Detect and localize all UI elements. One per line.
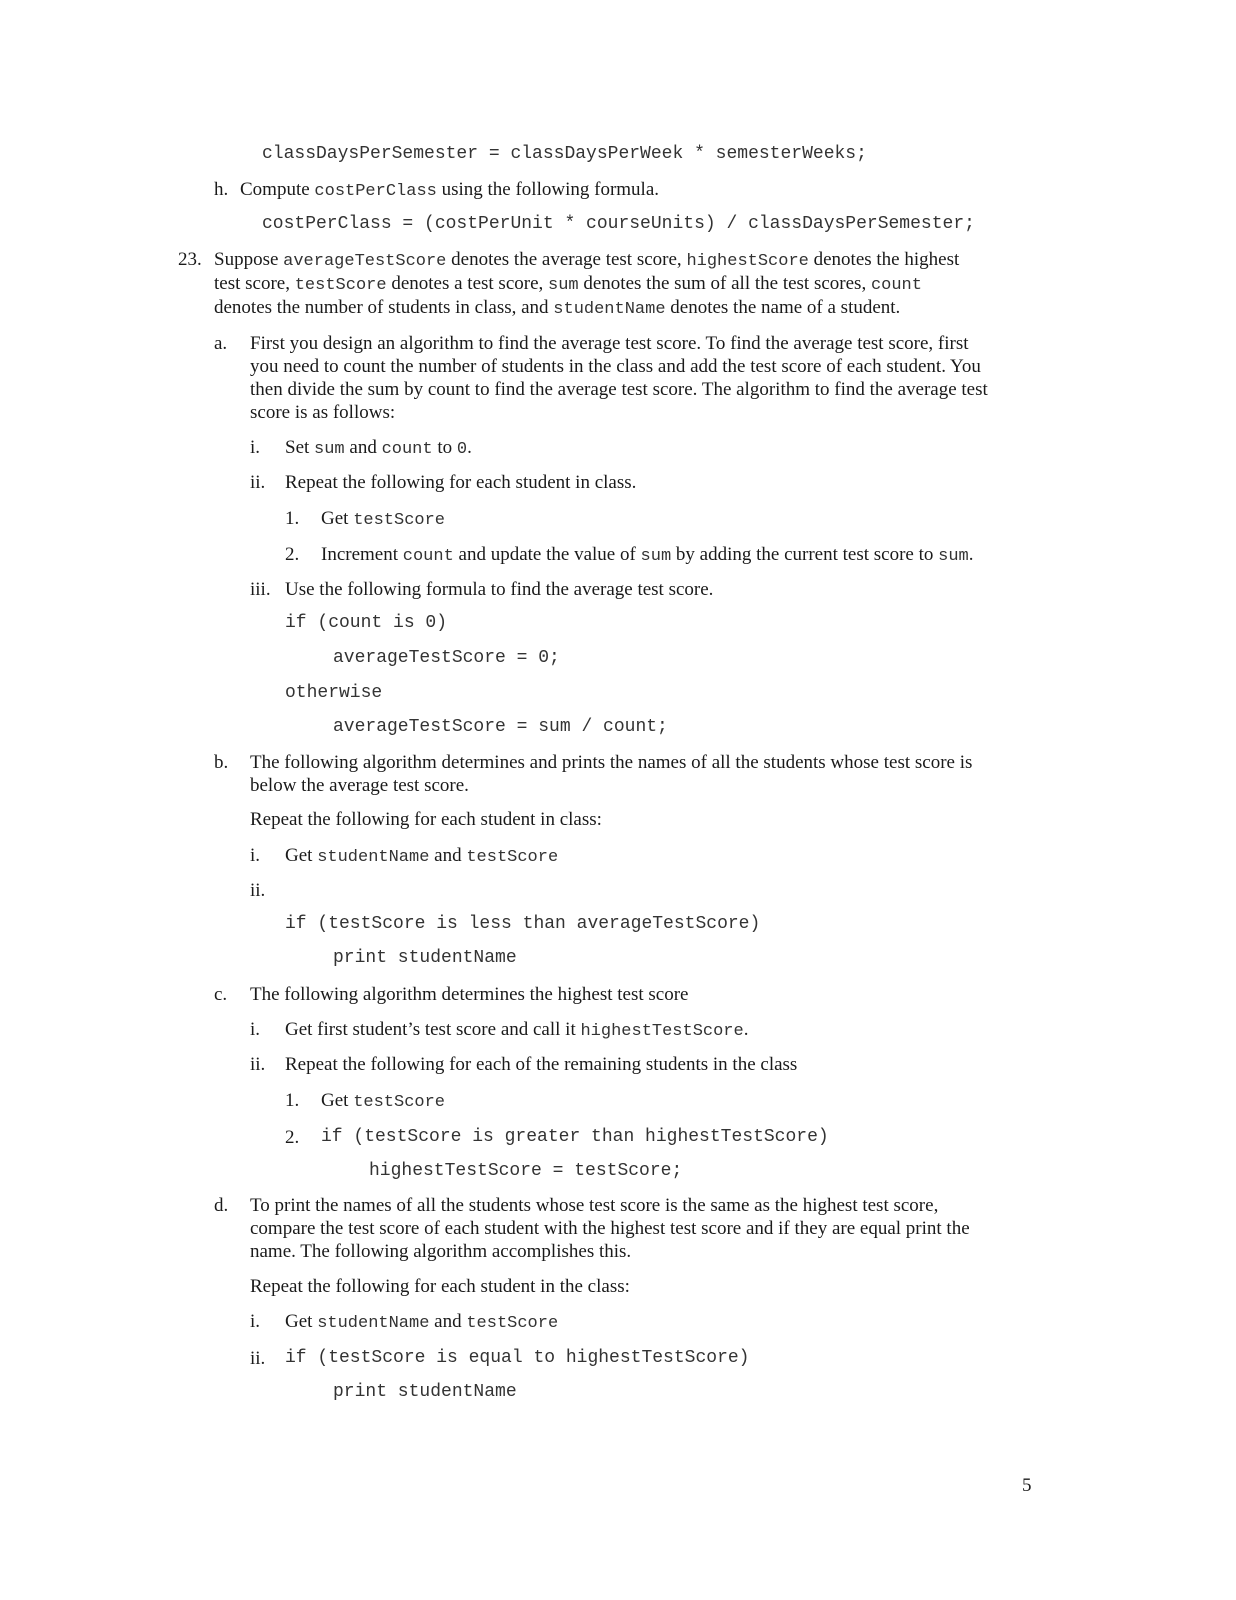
code-line: costPerClass = (costPerUnit * courseUnits) / classDaysPerSemester; — [262, 214, 975, 234]
code-line: if (testScore is equal to highestTestScore) — [285, 1348, 750, 1368]
part-marker: b. — [214, 752, 229, 773]
item-text: Get first student’s test score and call it highestTestScore. — [285, 1019, 749, 1041]
item-text: Set sum and count to 0. — [285, 437, 472, 459]
question-line: test score, testScore denotes a test score, sum denotes the sum of all the test scores, count — [214, 273, 922, 295]
item-text: Repeat the following for each student in class. — [285, 472, 637, 493]
item-text: Use the following formula to find the average test score. — [285, 579, 714, 600]
code-line: if (count is 0) — [285, 613, 448, 633]
item-marker: i. — [250, 1019, 261, 1040]
item-marker: i. — [250, 437, 261, 458]
paragraph-line: Repeat the following for each student in class: — [250, 809, 602, 830]
paragraph-line: score is as follows: — [250, 402, 396, 423]
code-line: classDaysPerSemester = classDaysPerWeek * semesterWeeks; — [262, 144, 867, 164]
step-marker: 2. — [285, 1127, 300, 1148]
code-line: if (testScore is greater than highestTestScore) — [321, 1127, 829, 1147]
item-text: Get studentName and testScore — [285, 1311, 559, 1333]
code-line: if (testScore is less than averageTestScore) — [285, 914, 761, 934]
item-marker: iii. — [250, 579, 271, 600]
question-number: 23. — [178, 249, 202, 270]
code-line: highestTestScore = testScore; — [369, 1161, 683, 1181]
item-marker: ii. — [250, 1054, 266, 1075]
paragraph-line: To print the names of all the students whose test score is the same as the highest test score, — [250, 1195, 939, 1216]
item-marker: ii. — [250, 880, 266, 901]
code-line: print studentName — [333, 948, 517, 968]
step-text: Increment count and update the value of sum by adding the current test score to sum. — [321, 544, 974, 566]
paragraph-line: you need to count the number of students in the class and add the test score of each student. You — [250, 356, 981, 377]
step-marker: 1. — [285, 1090, 300, 1111]
part-marker: d. — [214, 1195, 229, 1216]
paragraph-line: below the average test score. — [250, 775, 469, 796]
paragraph-line: Repeat the following for each student in the class: — [250, 1276, 630, 1297]
paragraph-line: The following algorithm determines the highest test score — [250, 984, 689, 1005]
question-line: denotes the number of students in class, and studentName denotes the name of a student. — [214, 297, 901, 319]
paragraph-line: name. The following algorithm accomplishes this. — [250, 1241, 632, 1262]
paragraph-line: First you design an algorithm to find the average test score. To find the average test score, first — [250, 333, 969, 354]
item-text: Repeat the following for each of the remaining students in the class — [285, 1054, 798, 1075]
item-marker: ii. — [250, 1348, 266, 1369]
code-line: averageTestScore = sum / count; — [333, 717, 668, 737]
paragraph-line: The following algorithm determines and prints the names of all the students whose test score is — [250, 752, 973, 773]
question-line: Suppose averageTestScore denotes the average test score, highestScore denotes the highest — [214, 249, 960, 271]
code-line: averageTestScore = 0; — [333, 648, 560, 668]
item-marker: i. — [250, 1311, 261, 1332]
page-number: 5 — [1022, 1475, 1032, 1496]
item-marker: ii. — [250, 472, 266, 493]
item-text: Compute costPerClass using the following formula. — [240, 179, 660, 201]
part-marker: a. — [214, 333, 228, 354]
code-line: print studentName — [333, 1382, 517, 1402]
item-text: Get studentName and testScore — [285, 845, 559, 867]
code-line: otherwise — [285, 683, 383, 703]
item-marker: i. — [250, 845, 261, 866]
step-marker: 1. — [285, 508, 300, 529]
item-marker: h. — [214, 179, 229, 200]
part-marker: c. — [214, 984, 228, 1005]
step-text: Get testScore — [321, 1090, 446, 1112]
paragraph-line: then divide the sum by count to find the average test score. The algorithm to find the average test — [250, 379, 988, 400]
step-marker: 2. — [285, 544, 300, 565]
step-text: Get testScore — [321, 508, 446, 530]
paragraph-line: compare the test score of each student with the highest test score and if they are equal print the — [250, 1218, 970, 1239]
